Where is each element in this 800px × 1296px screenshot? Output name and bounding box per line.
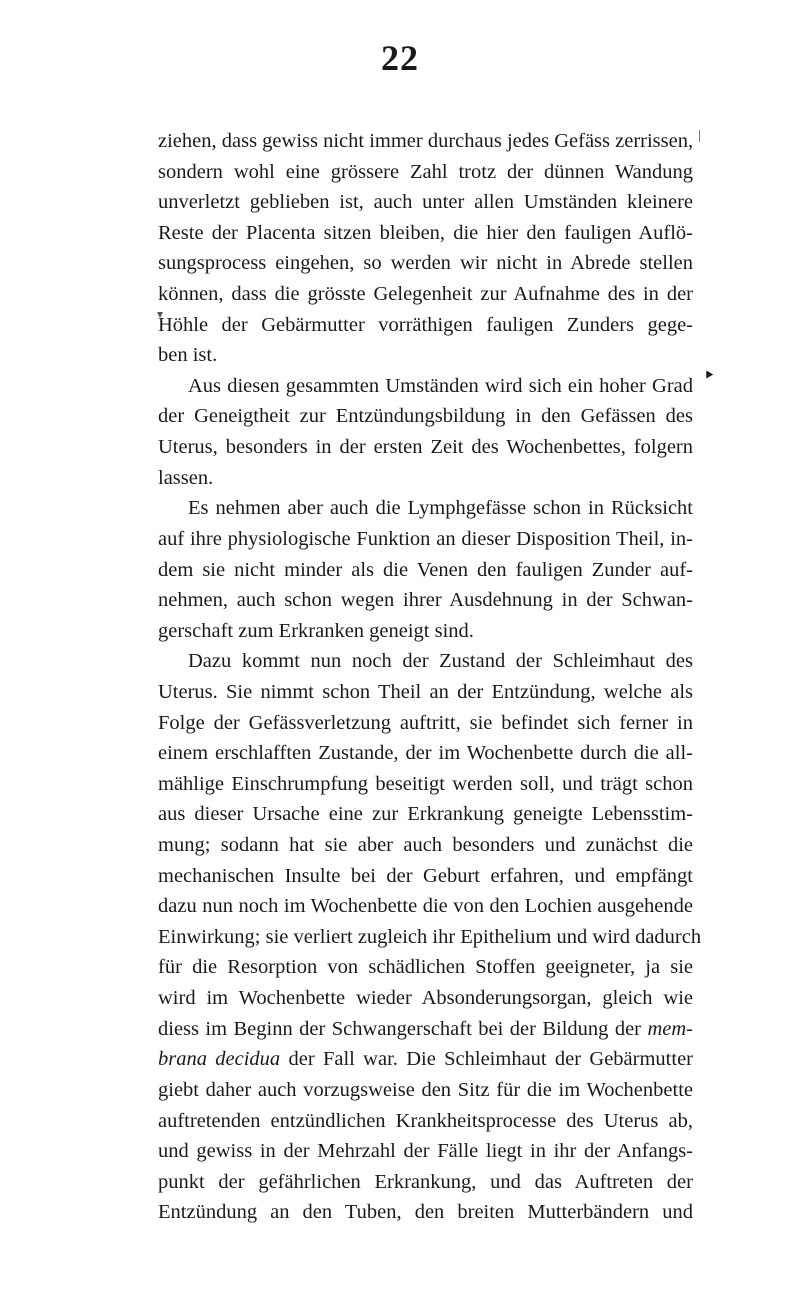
text-line: können, dass die grösste Gelegenheit zur Aufnahme des in der [158, 283, 693, 306]
text-line: dem sie nicht minder als die Venen den fauligen Zunder auf- [158, 558, 693, 581]
text-line: auftretenden entzündlichen Krankheitsprocesse des Uterus ab, [158, 1109, 693, 1132]
body-text [158, 126, 702, 1228]
text-line: auf ihre physiologische Funktion an dieser Disposition Theil, in- [158, 527, 693, 550]
text-line: Uterus. Sie nimmt schon Theil an der Entzündung, welche als [158, 680, 693, 703]
text-line: nehmen, auch schon wegen ihrer Ausdehnung in der Schwan- [158, 589, 693, 612]
text-line: Es nehmen aber auch die Lymphgefässe schon in Rücksicht [188, 497, 693, 520]
text-line-rest: der Fall war. Die Schleimhaut der Gebärmutter [280, 1048, 693, 1071]
text-line: dazu nun noch im Wochenbette die von den Lochien ausgehende [158, 895, 693, 918]
text-line: der Geneigtheit zur Entzündungsbildung in den Gefässen des [158, 405, 693, 428]
text-line: aus dieser Ursache eine zur Erkrankung geneigte Lebensstim- [158, 803, 693, 826]
margin-mark [703, 370, 713, 380]
text-line: Einwirkung; sie verliert zugleich ihr Epithelium und wird dadurch [158, 925, 702, 948]
margin-mark [699, 130, 700, 142]
text-line: Dazu kommt nun noch der Zustand der Schleimhaut des [188, 650, 693, 673]
text-line: Aus diesen gesammten Umständen wird sich ein hoher Grad [188, 374, 693, 397]
text-line: für die Resorption von schädlichen Stoffen geeigneter, ja sie [158, 956, 693, 979]
text-line: lassen. [158, 466, 214, 489]
text-line: Uterus, besonders in der ersten Zeit des Wochenbettes, folgern [158, 436, 693, 459]
text-line: wird im Wochenbette wieder Absonderungsorgan, gleich wie [158, 987, 693, 1010]
text-line: sungsprocess eingehen, so werden wir nicht in Abrede stellen [158, 252, 693, 275]
text-line: sondern wohl eine grössere Zahl trotz der dünnen Wandung [158, 160, 693, 183]
text-line [158, 1044, 693, 1075]
text-line: punkt der gefährlichen Erkrankung, und das Auftreten der [158, 1170, 693, 1193]
text-line: mählige Einschrumpfung beseitigt werden soll, und trägt schon [158, 772, 693, 795]
text-line: ben ist. [158, 344, 218, 367]
text-line: und gewiss in der Mehrzahl der Fälle liegt in ihr der Anfangs- [158, 1140, 693, 1163]
text-line: mung; sodann hat sie aber auch besonders und zunächst die [158, 834, 693, 857]
italic-term: brana decidua [158, 1048, 281, 1071]
italic-term: mem- [647, 1017, 693, 1040]
text-line: Folge der Gefässverletzung auftritt, sie befindet sich ferner in [158, 711, 693, 734]
text-line: gerschaft zum Erkranken geneigt sind. [158, 619, 474, 642]
text-line: Entzündung an den Tuben, den breiten Mutterbändern und [158, 1201, 693, 1224]
text-line: ziehen, dass gewiss nicht immer durchaus jedes Gefäss zerrissen, [158, 130, 694, 152]
text-line [158, 1014, 693, 1045]
page-number: 22 [381, 38, 419, 78]
text-line-start: diess im Beginn der Schwangerschaft bei der Bildung der [158, 1017, 642, 1040]
text-line: einem erschlafften Zustande, der im Wochenbette durch die all- [158, 742, 693, 765]
text-line: mechanischen Insulte bei der Geburt erfahren, und empfängt [158, 864, 693, 887]
text-line: Reste der Placenta sitzen bleiben, die hier den fauligen Auflö- [158, 221, 693, 244]
text-line: giebt daher auch vorzugsweise den Sitz für die im Wochenbette [158, 1078, 693, 1101]
text-line: Höhle der Gebärmutter vorräthigen fauligen Zunders gege- [158, 313, 693, 336]
text-line: unverletzt geblieben ist, auch unter allen Umständen kleinere [158, 191, 693, 214]
